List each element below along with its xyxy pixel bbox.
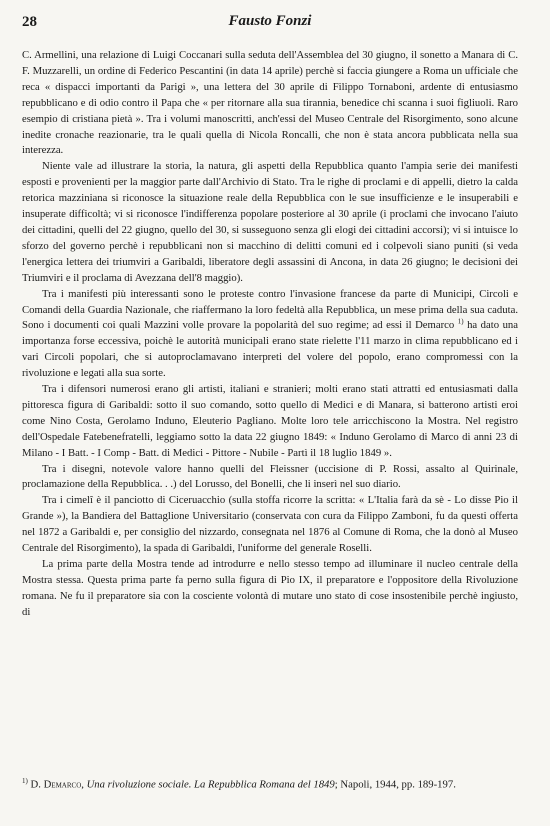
paragraph-6: Tra i cimelî è il panciotto di Ciceruacchio (sulla stoffa ricorre la scritta: « L'Italia farà da sè - Lo disse Pio il Grande »), la Bandiera del Battaglione Universitario (conservata con cura da Filippo Zamboni, fu da questi offerta nel 1872 a Garibaldi e, per consiglio del nizzardo, consegnata nel 1876 al Comune di Roma, che la donò al Museo Centrale del Risorgimento), la spada di Garibaldi, l'uniforme del generale Roselli. bbox=[22, 494, 518, 555]
page-number: 28 bbox=[22, 14, 37, 30]
paragraph-1: C. Armellini, una relazione di Luigi Coccanari sulla seduta dell'Assemblea del 30 giugno, il sonetto a Manara di C. F. Muzzarelli, un ordine di Federico Pescantini (in data 14 aprile) perchè si faccia giungere a Roma un ufficiale che reca « dispacci importanti da Parigi », una lettera del 30 aprile di Filippo Tornaboni, ardente di entusiasmo repubblicano e di odio contro il Papa che « per ritornare alla sua tirannia, benedice chi scanna i suoi figliuoli. Raro esempio di cristiana pietà ». Tra i volumi manoscritti, anch'essi del Museo Centrale del Risorgimento, sono alcune inedite cronache reazionarie, tra le quali quella di Nicola Roncalli, che non è stata ancora pubblicata nella sua interezza. bbox=[22, 49, 518, 157]
footnote bbox=[22, 774, 518, 793]
page-header bbox=[22, 10, 518, 34]
footnote-reference[interactable]: 1) bbox=[457, 317, 464, 326]
footnote-rest: ; Napoli, 1944, pp. 189-197. bbox=[334, 778, 456, 791]
paragraph-2: Niente vale ad illustrare la storia, la natura, gli aspetti della Repubblica quanto l'ampia serie dei manifesti esposti e provenienti per la maggior parte dall'Archivio di Stato. Tra le righe di proclami e di appelli, dietro la calda retorica mazziniana si riconosce la situazione reale della Repubblica con le sue insufficienze e le insuperabili e insuperate difficoltà; vi si riconosce l'indifferenza popolare posteriore al 30 aprile (i proclami che invocano l'aiuto dei cittadini, quelli del 22 giugno, quello del 30, si susseguono senza gli elogi dei cittadini accorsi); vi si intuisce lo sforzo del governo perchè i repubblicani non si macchino di delitti comuni ed i colpevoli siano puniti (si veda l'energica lettera dei triumviri a Garibaldi, liberatore degli assassini di Ancona, in data 26 giugno; le decisioni dei Triumviri e il proclama di Avezzana dell'8 maggio). bbox=[22, 160, 518, 284]
footnote-marker: 1) bbox=[22, 777, 28, 785]
paragraph-7: La prima parte della Mostra tende ad introdurre e nello stesso tempo ad illuminare il nucleo centrale della Mostra stessa. Questa prima parte fa perno sulla figura di Pio IX, il preparatore e l'oppositore della Rivoluzione romana. Ne fu il preparatore sia con la cosciente volontà di mutare uno stato di cose insostenibile perchè ingiusto, di bbox=[22, 558, 518, 618]
paragraph-5: Tra i disegni, notevole valore hanno quelli del Fleissner (uccisione di P. Rossi, assalto al Quirinale, proclamazione della Repubblica. . .) del Lorusso, del Bonelli, che li inserì nel suo diario. bbox=[22, 462, 518, 491]
footnote-author: D. Demarco, bbox=[30, 778, 84, 791]
paragraph-3-text: Tra i manifesti più interessanti sono le proteste contro l'invasione francese da parte di Municipi, Circoli e Comandi della Guardia Nazionale, che riaffermano la loro fedeltà alla Repubblica, un mese prima della sua caduta. Sono i documenti coi quali Mazzini volle provare la popolarità del suo regime; ad essi il Demarco bbox=[22, 287, 518, 332]
footnote-title: Una rivoluzione sociale. La Repubblica Romana del 1849 bbox=[86, 778, 335, 791]
running-head: Fausto Fonzi bbox=[228, 13, 312, 29]
paragraph-4: Tra i difensori numerosi erano gli artisti, italiani e stranieri; molti erano stati attratti ed entusiasmati dalla pittoresca figura di Garibaldi: sotto il suo comando, sotto quello di Medici e di Manara, si batterono artisti eroi come Nino Costa, Gerolamo Induno, Eleuterio Pagliano. Molte loro tele arricchiscono la Mostra. Nel registro dell'Ospedale Fatebenefratelli, leggiamo sotto la data 22 giugno 1849: « Induno Gerolamo di Marco di anni 23 di Milano - I Batt. - I Comp - Batt. di Medici - Pittore - Nubile - Partì il 18 luglio 1849 ». bbox=[22, 383, 518, 459]
paragraph-3-continued: ha dato una importanza forse eccessiva, poichè le autorità municipali erano state rielette l'11 marzo in clima repubblicano ed i vari Circoli popolari, che si autoproclamavano interpreti del volere del popolo, erano compromessi con la rivoluzione e legati alla sua sorte. bbox=[22, 319, 518, 380]
paragraph-3 bbox=[22, 287, 518, 382]
body-text bbox=[22, 48, 518, 621]
